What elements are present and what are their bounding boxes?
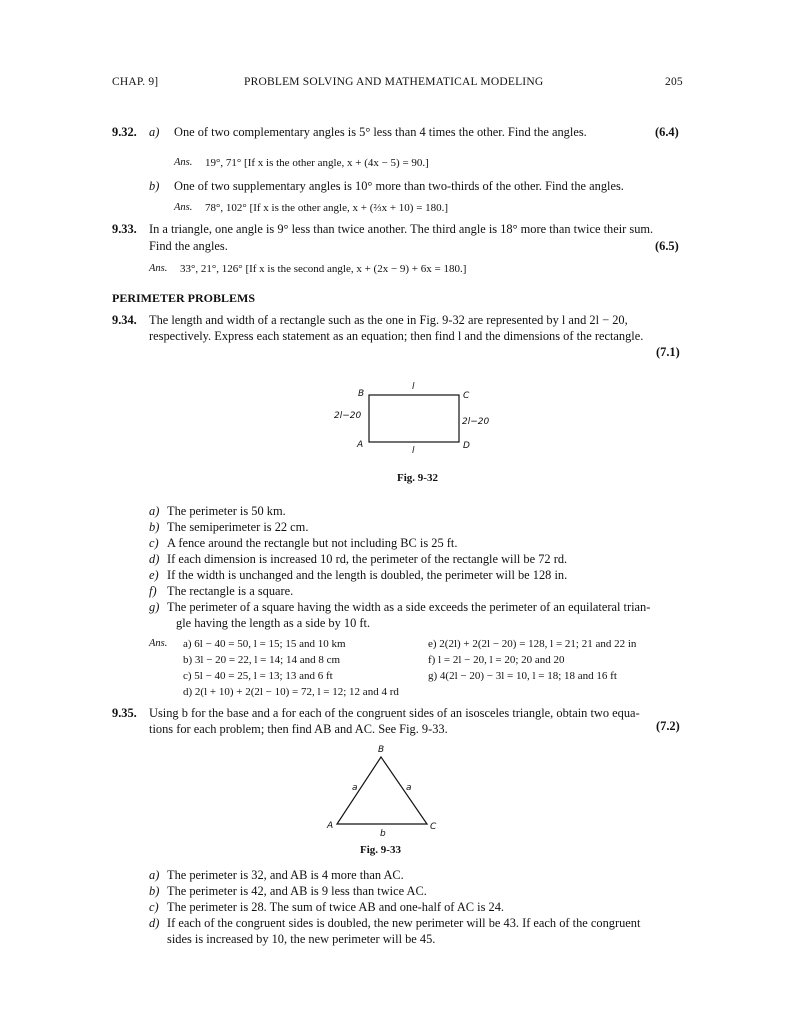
- item-text: A fence around the rectangle but not including BC is 25 ft.: [167, 536, 458, 550]
- vertex-d: D: [463, 441, 470, 451]
- problem-9-34-line1: The length and width of a rectangle such as the one in Fig. 9-32 are represented by l and 2l − 20,: [149, 313, 628, 327]
- answer-right-e: e) 2(2l) + 2(2l − 20) = 128, l = 21; 21 and 22 in: [428, 638, 637, 650]
- item-label: e): [149, 568, 159, 582]
- part-b-label: b): [149, 179, 160, 193]
- item-text: The perimeter is 28. The sum of twice AB and one-half of AC is 24.: [167, 900, 505, 914]
- section-heading: PERIMETER PROBLEMS: [112, 291, 256, 305]
- vertex-a: A: [327, 821, 334, 831]
- problem-9-35-line2: tions for each problem; then find AB and AC. See Fig. 9-33.: [149, 722, 448, 736]
- answer-label: Ans.: [149, 263, 168, 274]
- figure-9-32-caption: Fig. 9-32: [397, 472, 438, 484]
- problem-9-33-line2: Find the angles.: [149, 239, 228, 253]
- vertex-c: C: [463, 391, 470, 401]
- header-page-number: 205: [665, 76, 683, 88]
- item-text: The perimeter is 32, and AB is 4 more than AC.: [167, 868, 404, 882]
- vertex-c: C: [430, 822, 437, 832]
- answer-9-32-a: 19°, 71° [If x is the other angle, x + (4x − 5) = 90.]: [205, 157, 429, 169]
- item-label: f): [149, 584, 157, 598]
- vertex-b: B: [358, 389, 365, 399]
- answer-9-32-b: 78°, 102° [If x is the other angle, x + (⅔x + 10) = 180.]: [205, 202, 449, 214]
- rectangle-shape: [369, 395, 459, 442]
- figure-9-33: [320, 740, 450, 840]
- item-text: If the width is unchanged and the length is doubled, the perimeter will be 128 in.: [167, 568, 568, 582]
- figure-9-32: [320, 375, 490, 460]
- item-g-continuation: gle having the length as a side by 10 ft.: [176, 616, 371, 630]
- problem-number-9-34: 9.34.: [112, 313, 137, 327]
- problem-9-32-b-text: One of two supplementary angles is 10° more than two-thirds of the other. Find the angles.: [174, 179, 624, 193]
- problem-number-9-35: 9.35.: [112, 706, 137, 720]
- problem-9-34-line2: respectively. Express each statement as an equation; then find l and the dimensions of the rectangle.: [149, 329, 644, 343]
- side-bottom-label: l: [412, 446, 415, 456]
- item-text: The semiperimeter is 22 cm.: [167, 520, 309, 534]
- header-chapter: CHAP. 9]: [112, 76, 159, 88]
- part-a-label: a): [149, 125, 160, 139]
- item-text: The perimeter is 42, and AB is 9 less than twice AC.: [167, 884, 427, 898]
- side-right-label: a: [406, 783, 412, 793]
- answer-left-a: a) 6l − 40 = 50, l = 15; 15 and 10 km: [183, 638, 346, 650]
- item-label: a): [149, 504, 160, 518]
- item-label: c): [149, 536, 159, 550]
- item-text: The perimeter is 50 km.: [167, 504, 286, 518]
- item-label: b): [149, 520, 160, 534]
- item-text: The rectangle is a square.: [167, 584, 294, 598]
- problem-9-35-ref: (7.2): [656, 719, 680, 733]
- side-left-label: a: [352, 783, 358, 793]
- item-text: If each dimension is increased 10 rd, the perimeter of the rectangle will be 72 rd.: [167, 552, 568, 566]
- side-left-label: 2l−20: [334, 411, 362, 421]
- answer-right-f: f) l = 2l − 20, l = 20; 20 and 20: [428, 654, 565, 666]
- answer-right-g: g) 4(2l − 20) − 3l = 10, l = 18; 18 and 16 ft: [428, 670, 617, 682]
- problem-number-9-33: 9.33.: [112, 222, 137, 236]
- side-top-label: l: [412, 382, 415, 392]
- item-label: b): [149, 884, 160, 898]
- item-label: d): [149, 916, 160, 930]
- item-text: The perimeter of a square having the width as a side exceeds the perimeter of an equilateral trian-: [167, 600, 651, 614]
- figure-9-33-caption: Fig. 9-33: [360, 844, 401, 856]
- answer-label: Ans.: [174, 157, 193, 168]
- item-label: d): [149, 552, 160, 566]
- answer-label: Ans.: [174, 202, 193, 213]
- answer-label: Ans.: [149, 638, 168, 649]
- item-d-continuation: sides is increased by 10, the new perimeter will be 45.: [167, 932, 436, 946]
- item-label: g): [149, 600, 160, 614]
- problem-9-33-ref: (6.5): [655, 239, 679, 253]
- answer-left-b: b) 3l − 20 = 22, l = 14; 14 and 8 cm: [183, 654, 341, 666]
- header-title: PROBLEM SOLVING AND MATHEMATICAL MODELING: [244, 76, 544, 88]
- problem-9-32-ref: (6.4): [655, 125, 679, 139]
- problem-number-9-32: 9.32.: [112, 125, 137, 139]
- item-label: a): [149, 868, 160, 882]
- answer-left-c: c) 5l − 40 = 25, l = 13; 13 and 6 ft: [183, 670, 333, 682]
- problem-9-32-a-text: One of two complementary angles is 5° less than 4 times the other. Find the angles.: [174, 125, 587, 139]
- item-text: If each of the congruent sides is doubled, the new perimeter will be 43. If each of the congruent: [167, 916, 641, 930]
- item-label: c): [149, 900, 159, 914]
- triangle-shape: [337, 757, 427, 824]
- problem-9-34-ref: (7.1): [656, 345, 680, 359]
- vertex-a: A: [357, 440, 364, 450]
- problem-9-35-line1: Using b for the base and a for each of the congruent sides of an isosceles triangle, obtain two equa-: [149, 706, 640, 720]
- base-label: b: [380, 829, 386, 839]
- problem-9-33-line1: In a triangle, one angle is 9° less than twice another. The third angle is 18° more than twice their sum.: [149, 222, 654, 236]
- answer-left-d: d) 2(l + 10) + 2(2l − 10) = 72, l = 12; 12 and 4 rd: [183, 686, 399, 698]
- side-right-label: 2l−20: [462, 417, 490, 427]
- vertex-b: B: [378, 745, 385, 755]
- answer-9-33: 33°, 21°, 126° [If x is the second angle, x + (2x − 9) + 6x = 180.]: [180, 263, 467, 275]
